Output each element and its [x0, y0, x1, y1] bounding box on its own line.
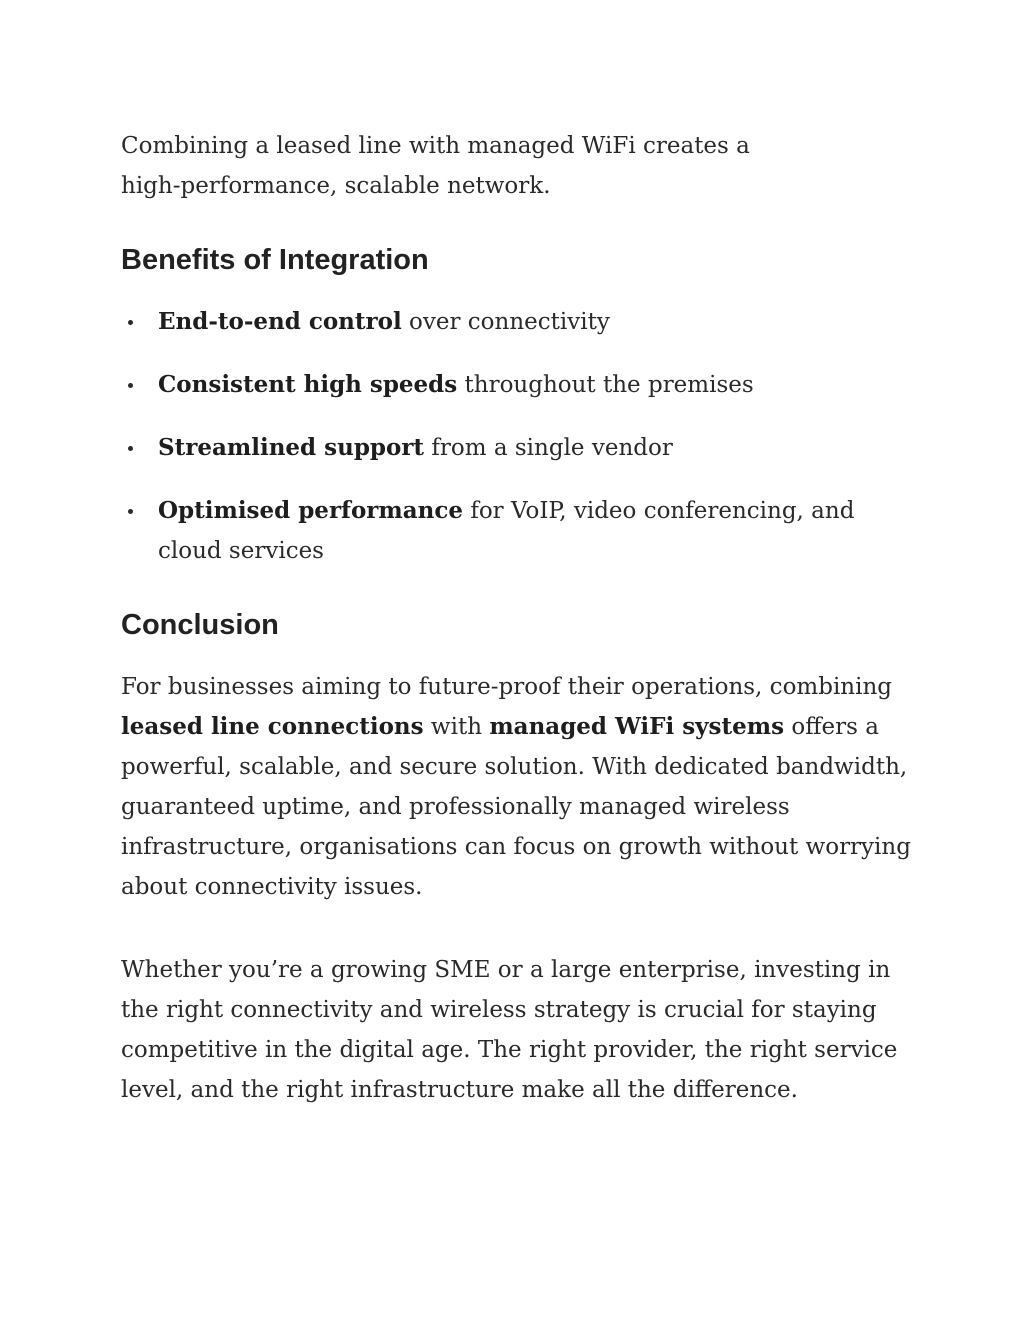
conclusion-text: with	[423, 714, 490, 740]
article-body	[121, 126, 911, 1110]
benefit-bold: End-to-end control	[158, 308, 402, 335]
benefits-list	[121, 302, 911, 571]
bullet-icon	[128, 509, 133, 514]
conclusion-heading: Conclusion	[121, 609, 279, 641]
benefit-text: for VoIP, video conferencing, and cloud services	[158, 498, 855, 564]
conclusion-text: For businesses aiming to future-proof their operations, combining	[121, 674, 893, 700]
benefit-text: throughout the premises	[457, 372, 754, 398]
managed-wifi-bold: managed WiFi systems	[489, 713, 785, 740]
bullet-icon	[128, 320, 133, 325]
list-item	[121, 428, 911, 468]
benefit-bold: Optimised performance	[158, 497, 464, 524]
closing-paragraph: Whether you’re a growing SME or a large enterprise, investing in the right connectivity and wireless strategy is crucial for staying competitive in the digital age. The right provider, the right service level, and the right infrastructure make all the difference.	[121, 957, 898, 1103]
bullet-icon	[128, 446, 133, 451]
benefit-text: from a single vendor	[424, 435, 673, 461]
bullet-icon	[128, 383, 133, 388]
leased-line-bold: leased line connections	[121, 713, 424, 740]
benefits-heading: Benefits of Integration	[121, 244, 429, 276]
intro-paragraph: Combining a leased line with managed WiFi creates a high-performance, scalable network.	[121, 133, 750, 199]
benefit-bold: Streamlined support	[158, 434, 425, 461]
list-item	[121, 302, 911, 342]
benefit-text: over connectivity	[401, 309, 610, 335]
conclusion-text: offers a powerful, scalable, and secure solution. With dedicated bandwidth, guaranteed uptime, and professionally managed wireless infrastructure, organisations can focus on growth without worrying about connectivity issues.	[121, 714, 911, 900]
list-item	[121, 365, 911, 405]
list-item	[121, 491, 858, 571]
conclusion-paragraph	[121, 667, 911, 907]
benefit-bold: Consistent high speeds	[158, 371, 458, 398]
